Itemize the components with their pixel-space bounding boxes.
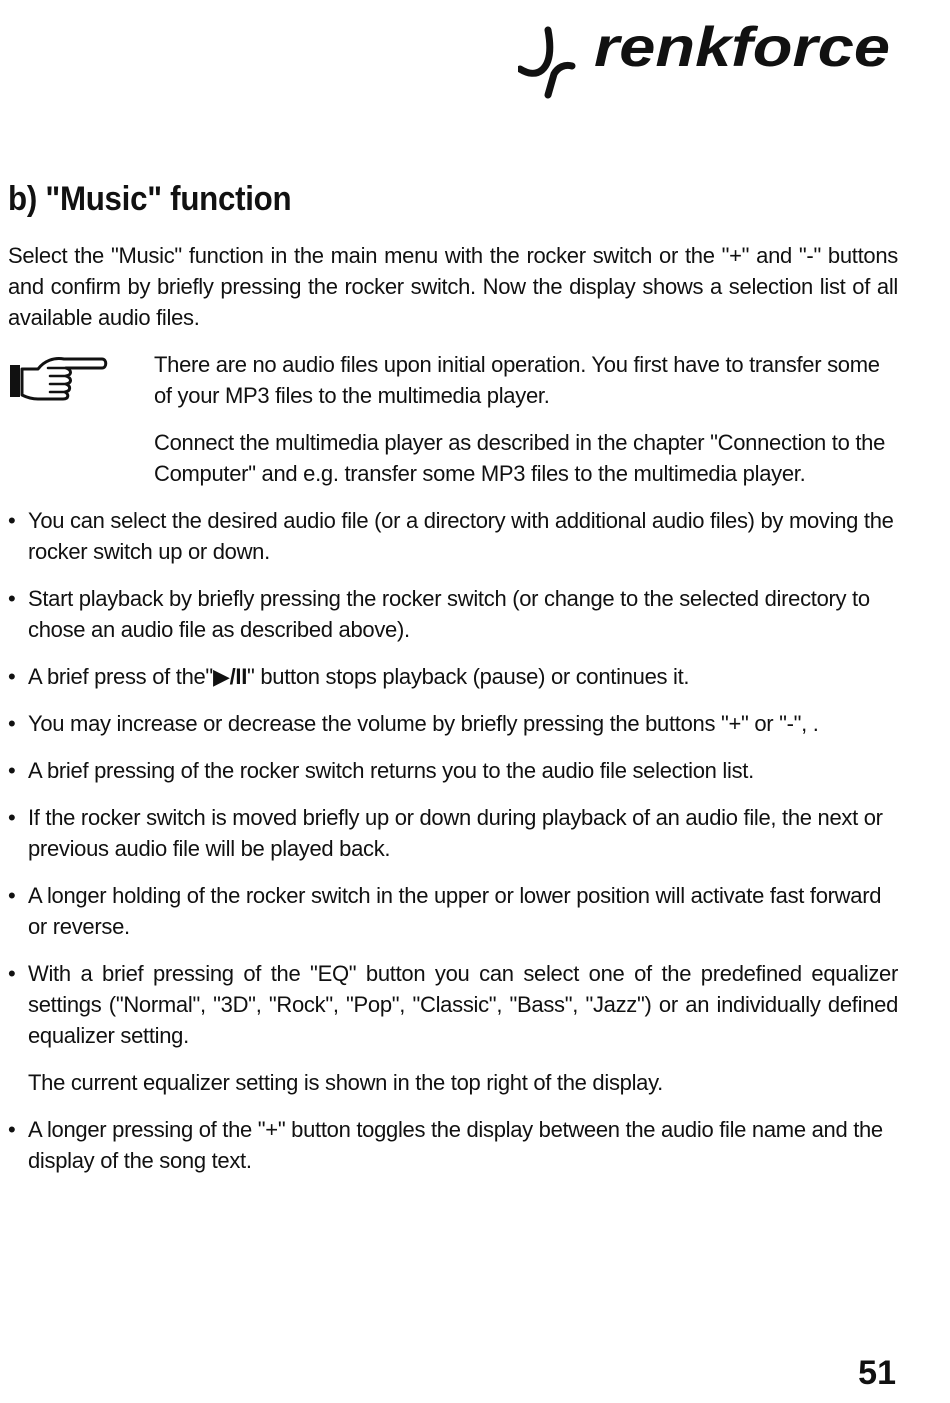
list-item	[8, 958, 898, 1098]
note-block	[8, 349, 898, 489]
bullet-mark: •	[8, 961, 16, 986]
list-item-text: You may increase or decrease the volume by briefly pressing the buttons "+" or "-", .	[28, 711, 819, 736]
instruction-list	[8, 505, 898, 1176]
bullet-mark: •	[8, 508, 16, 533]
section-body	[8, 240, 898, 1192]
list-item-subtext: The current equalizer setting is shown in the top right of the display.	[28, 1070, 663, 1095]
play-pause-symbol: ▶/II	[212, 664, 248, 689]
list-item	[8, 708, 898, 739]
list-item	[8, 880, 898, 942]
note-paragraph: There are no audio files upon initial operation. You first have to transfer some of your MP3 files to the multimedia player.	[154, 352, 880, 408]
pointing-hand-icon	[8, 353, 108, 413]
list-item-text: A brief pressing of the rocker switch returns you to the audio file selection list.	[28, 758, 754, 783]
list-item-text: Start playback by briefly pressing the rocker switch (or change to the selected directory to chose an audio file as described above).	[28, 586, 870, 642]
bullet-mark: •	[8, 664, 16, 689]
brand-name: renkforce	[594, 22, 890, 78]
bullet-mark: •	[8, 758, 16, 783]
bullet-mark: •	[8, 883, 16, 908]
list-item-text: If the rocker switch is moved briefly up or down during playback of an audio file, the next or previous audio file will be played back.	[28, 805, 883, 861]
bullet-mark: •	[8, 1117, 16, 1142]
list-item-text: With a brief pressing of the "EQ" button you can select one of the predefined equalizer settings ("Normal", "3D", "Rock", "Pop", "Classic", "Bass", "Jazz") or an individually defined equalizer setting.	[28, 961, 898, 1048]
page-number: 51	[858, 1354, 896, 1392]
bullet-mark: •	[8, 586, 16, 611]
list-item-text: A longer holding of the rocker switch in the upper or lower position will activate fast forward or reverse.	[28, 883, 882, 939]
list-item-text: A longer pressing of the "+" button toggles the display between the audio file name and the display of the song text.	[28, 1117, 883, 1173]
note-paragraph: Connect the multimedia player as described in the chapter "Connection to the Computer" and e.g. transfer some MP3 files to the multimedia player.	[154, 430, 886, 486]
list-item-text: You can select the desired audio file (or a directory with additional audio files) by moving the rocker switch up or down.	[28, 508, 894, 564]
list-item	[8, 1114, 898, 1176]
intro-paragraph: Select the "Music" function in the main menu with the rocker switch or the "+" and "-" buttons and confirm by briefly pressing the rocker switch. Now the display shows a selection list of all available audio files.	[8, 243, 898, 330]
section-title: b) "Music" function	[8, 180, 292, 218]
list-item-text-after: " button stops playback (pause) or continues it.	[247, 664, 690, 689]
list-item	[8, 661, 898, 692]
bullet-mark: •	[8, 711, 16, 736]
list-item	[8, 802, 898, 864]
list-item	[8, 583, 898, 645]
bullet-mark: •	[8, 805, 16, 830]
list-item	[8, 755, 898, 786]
list-item-text-before: A brief press of the"	[28, 664, 213, 689]
brand-logo	[518, 22, 898, 102]
jr-monogram-icon	[518, 22, 898, 102]
list-item	[8, 505, 898, 567]
